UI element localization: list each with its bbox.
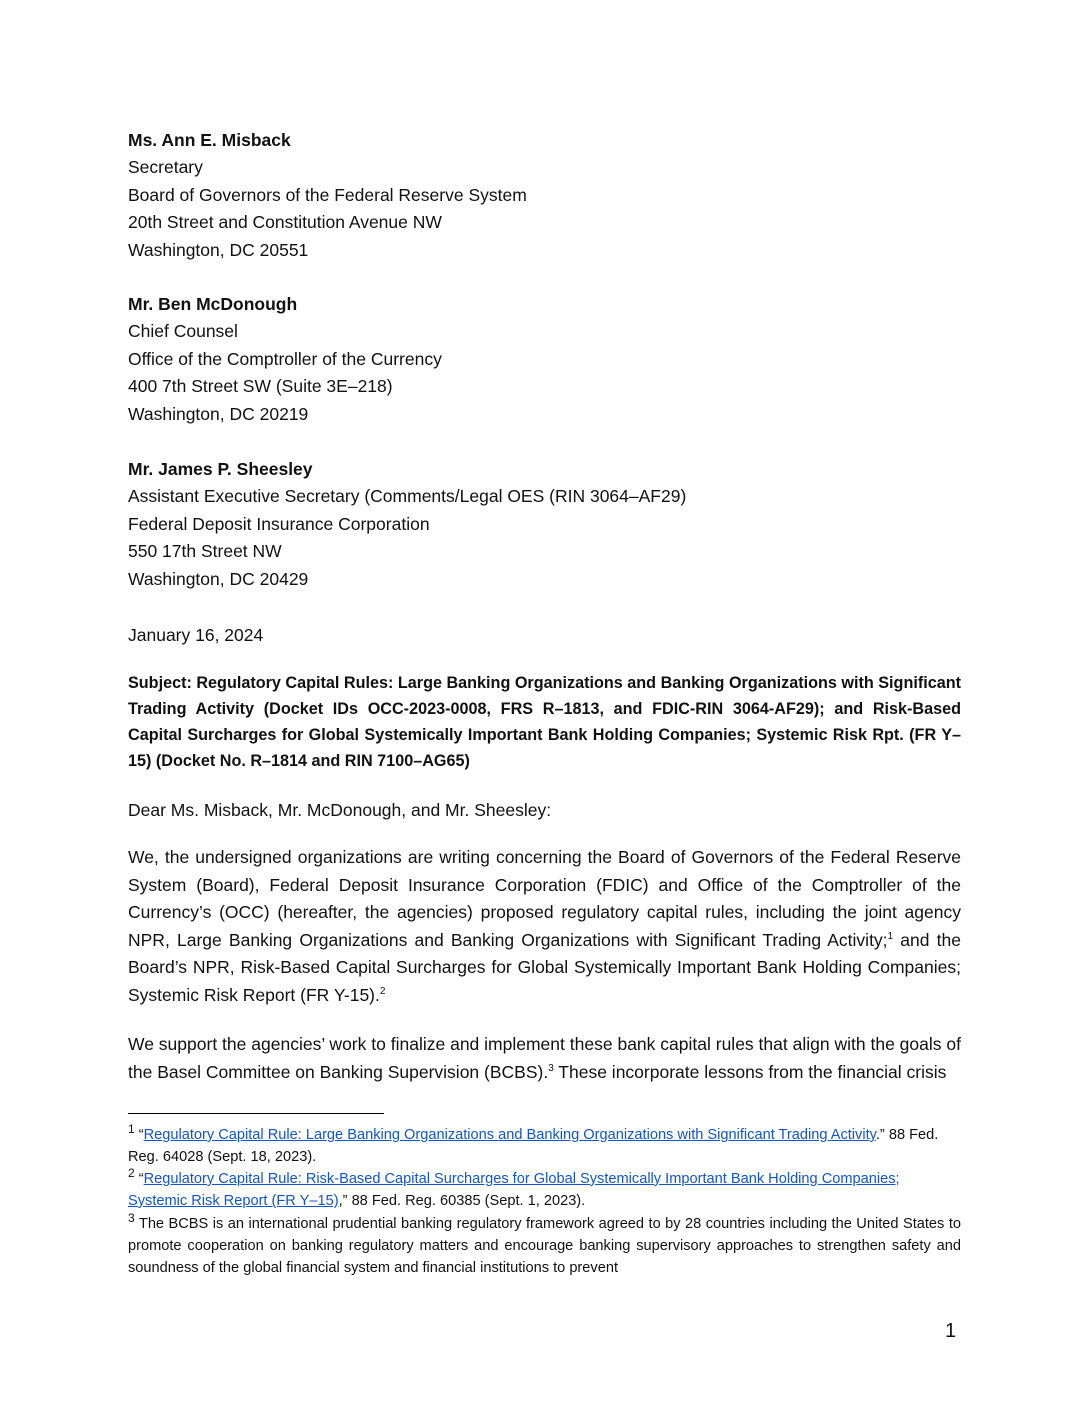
footnote-quote: “ xyxy=(134,1127,144,1143)
footnote-1 xyxy=(128,1124,961,1168)
body-paragraph-2 xyxy=(128,1031,961,1086)
paragraph-text: and the Board’s NPR, Risk-Based Capital Surcharges for Global Systemically Important Bank Holding Companies; Systemic Risk Report (FR Y-15). xyxy=(128,929,961,1005)
recipient-organization: Office of the Comptroller of the Currency xyxy=(128,348,442,369)
footnote-ref-1[interactable]: 1 xyxy=(887,930,894,942)
recipient-name: Mr. Ben McDonough xyxy=(128,294,298,314)
footnote-link[interactable]: Regulatory Capital Rule: Risk-Based Capital Surcharges for Global Systemically Important Bank Holding Companies; Systemic Risk Report (FR Y–15) xyxy=(128,1171,900,1209)
recipient-city: Washington, DC 20429 xyxy=(128,568,309,589)
footnote-text: The BCBS is an international prudential banking regulatory framework agreed to by 28 countries including the United States to promote cooperation on banking regulatory matters and encourage banking supervisory approaches to strengthen safety and soundness of the global financial system and financial institutions to prevent xyxy=(128,1216,961,1276)
subject-line: Subject: Regulatory Capital Rules: Large Banking Organizations and Banking Organizations with Significant Trading Activity (Docket IDs OCC-2023-0008, FRS R–1813, and FDIC-RIN 3064-AF29); and Risk-Based Capital Surcharges for Global Systemically Important Bank Holding Companies; Systemic Risk Rpt. (FR Y–15) (Docket No. R–1814 and RIN 7100–AG65) xyxy=(128,674,961,770)
recipient-street: 400 7th Street SW (Suite 3E–218) xyxy=(128,376,393,397)
footnote-3 xyxy=(128,1213,961,1279)
paragraph-text: We, the undersigned organizations are writing concerning the Board of Governors of the Federal Reserve System (Board), Federal Deposit Insurance Corporation (FDIC) and Office of the Comptroller of the Currency’s (OCC) (hereafter, the agencies) proposed regulatory capital rules, including the joint agency NPR, Large Banking Organizations and Banking Organizations with Significant Trading Activity; xyxy=(128,847,961,950)
footnote-link[interactable]: Regulatory Capital Rule: Large Banking Organizations and Banking Organizations with Significant Trading Activity xyxy=(143,1127,876,1143)
recipient-block-mcdonough xyxy=(128,291,961,428)
recipient-city: Washington, DC 20551 xyxy=(128,239,309,260)
recipient-title: Secretary xyxy=(128,157,203,178)
recipient-name: Ms. Ann E. Misback xyxy=(128,130,291,150)
footnote-ref-3[interactable]: 3 xyxy=(548,1062,554,1074)
footnote-ref-2[interactable]: 2 xyxy=(379,986,386,998)
footnote-number: 3 xyxy=(128,1211,135,1226)
recipient-title: Assistant Executive Secretary (Comments/Legal OES (RIN 3064–AF29) xyxy=(128,486,687,507)
footnote-number: 2 xyxy=(128,1166,135,1181)
recipient-title: Chief Counsel xyxy=(128,321,238,342)
recipient-organization: Federal Deposit Insurance Corporation xyxy=(128,513,430,534)
recipient-street: 550 17th Street NW xyxy=(128,541,282,562)
footnote-2 xyxy=(128,1168,961,1212)
footnote-quote: “ xyxy=(134,1171,144,1187)
footnote-number: 1 xyxy=(128,1122,135,1137)
recipient-block-sheesley xyxy=(128,456,961,593)
footnote-citation: ,” 88 Fed. Reg. 60385 (Sept. 1, 2023). xyxy=(338,1193,586,1209)
footnote-separator xyxy=(128,1113,384,1114)
recipient-city: Washington, DC 20219 xyxy=(128,403,309,424)
paragraph-text: These incorporate lessons from the financial crisis xyxy=(553,1061,947,1082)
recipient-organization: Board of Governors of the Federal Reserve System xyxy=(128,184,527,205)
paragraph-text: We support the agencies’ work to finalize and implement these bank capital rules that align with the goals of the Basel Committee on Banking Supervision (BCBS). xyxy=(128,1034,961,1082)
footnote-citation: .” 88 Fed. Reg. 64028 (Sept. 18, 2023). xyxy=(128,1127,939,1165)
salutation: Dear Ms. Misback, Mr. McDonough, and Mr. Sheesley: xyxy=(128,800,552,820)
recipient-street: 20th Street and Constitution Avenue NW xyxy=(128,212,442,233)
body-paragraph-1 xyxy=(128,844,961,1010)
recipient-block-misback xyxy=(128,127,961,264)
page-number: 1 xyxy=(945,1320,957,1342)
letter-date: January 16, 2024 xyxy=(128,625,264,645)
recipient-name: Mr. James P. Sheesley xyxy=(128,459,313,479)
